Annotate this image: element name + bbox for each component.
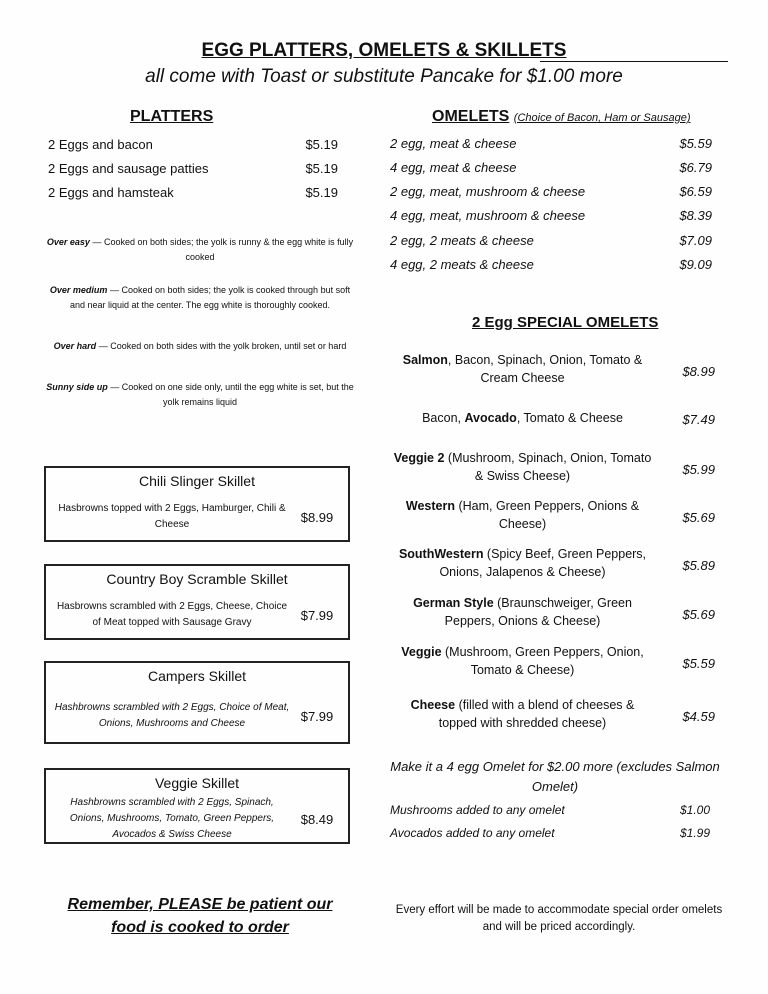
omelet-price: $7.09 — [679, 233, 712, 248]
skillet-price: $7.99 — [300, 607, 334, 623]
egg-style-term: Over medium — [49, 285, 108, 295]
title-underline — [540, 61, 728, 62]
addon-name: Mushrooms added to any omelet — [390, 803, 565, 817]
special-omelet-item: Bacon, Avocado, Tomato & Cheese $7.49 — [390, 408, 715, 427]
special-omelet-price: $8.99 — [682, 363, 715, 379]
special-omelet-item: Veggie 2 (Mushroom, Spinach, Onion, Tomato & Swiss Cheese) $5.99 — [393, 451, 715, 483]
special-omelet-item: German Style (Braunschweiger, Green Peppers, Onions & Cheese) $5.69 — [413, 596, 715, 628]
skillet-box — [44, 661, 350, 744]
special-omelet-price: $4.59 — [682, 708, 715, 724]
skillet-description: Hasbrowns scrambled with 2 Eggs, Cheese, Choice of Meat topped with Sausage Gravy — [56, 601, 288, 628]
omelet-item — [390, 233, 712, 248]
skillet-box — [44, 768, 350, 844]
skillet-price: $8.99 — [300, 509, 334, 525]
platters-heading: PLATTERS — [130, 108, 214, 125]
special-omelet-price: $5.59 — [682, 655, 715, 671]
platter-price: $5.19 — [305, 137, 338, 152]
omelet-item — [390, 160, 712, 175]
special-omelet-price: $5.89 — [682, 557, 715, 573]
egg-style-definition — [44, 235, 356, 265]
special-omelet-price: $7.49 — [682, 412, 715, 427]
platter-name: 2 Eggs and bacon — [48, 137, 153, 152]
egg-style-definition — [44, 339, 356, 354]
omelet-name: 4 egg, 2 meats & cheese — [390, 257, 534, 272]
omelet-item — [390, 208, 712, 223]
addon-item — [390, 826, 710, 840]
platter-name: 2 Eggs and hamsteak — [48, 185, 174, 200]
skillet-description: Hasbrowns topped with 2 Eggs, Hamburger, Chili & Cheese — [58, 503, 286, 530]
omelet-price: $9.09 — [679, 257, 712, 272]
egg-style-text: — Cooked on both sides with the yolk broken, until set or hard — [96, 341, 347, 351]
skillet-box — [44, 466, 350, 542]
skillet-name: Veggie Skillet — [154, 775, 240, 791]
special-omelet-price: $5.99 — [682, 461, 715, 477]
egg-style-definition — [44, 380, 356, 410]
special-omelet-item: SouthWestern (Spicy Beef, Green Peppers, Onions, Jalapenos & Cheese) $5.89 — [398, 547, 715, 579]
omelets-note: (Choice of Bacon, Ham or Sausage) — [513, 112, 691, 124]
special-omelets-heading: 2 Egg SPECIAL OMELETS — [472, 314, 659, 331]
skillet-description: Hashbrowns scrambled with 2 Eggs, Choice of Meat, Onions, Mushrooms and Cheese — [54, 702, 290, 729]
egg-style-text: — Cooked on both sides; the yolk is cooked through but soft and near liquid at the center. The egg white is thoroughly cooked. — [69, 285, 351, 310]
special-omelet-price: $5.69 — [682, 509, 715, 525]
omelet-name: 2 egg, meat & cheese — [390, 136, 517, 151]
platter-item — [48, 185, 338, 200]
omelets-heading: OMELETS (Choice of Bacon, Ham or Sausage) — [432, 108, 691, 125]
skillet-description: Hashbrowns scrambled with 2 Eggs, Spinach, Onions, Mushrooms, Tomato, Green Peppers, Avocados & Swiss Cheese — [69, 797, 275, 840]
four-egg-upgrade-note: Make it a 4 egg Omelet for $2.00 more (excludes Salmon Omelet) — [390, 759, 720, 794]
platter-item — [48, 137, 338, 152]
menu-subtitle: all come with Toast or substitute Pancake for $1.00 more — [145, 66, 623, 87]
addon-item — [390, 803, 710, 817]
special-order-note: Every effort will be made to accommodate special order omelets and will be priced accordingly. — [395, 904, 723, 933]
omelet-name: 4 egg, meat & cheese — [390, 160, 517, 175]
omelet-price: $5.59 — [679, 136, 712, 151]
skillet-box — [44, 564, 350, 640]
special-omelet-item: Cheese (filled with a blend of cheeses & topped with shredded cheese) $4.59 — [410, 698, 715, 730]
egg-style-text: — Cooked on one side only, until the egg white is set, but the yolk remains liquid — [107, 382, 354, 407]
omelet-name: 4 egg, meat, mushroom & cheese — [390, 208, 586, 223]
omelet-item — [390, 184, 712, 199]
special-omelet-price: $5.69 — [682, 606, 715, 622]
egg-style-definition — [44, 283, 356, 313]
omelet-item — [390, 257, 712, 272]
skillet-name: Country Boy Scramble Skillet — [106, 571, 288, 587]
special-omelet-item: Veggie (Mushroom, Green Peppers, Onion, Tomato & Cheese) $5.59 — [401, 645, 715, 677]
egg-style-term: Sunny side up — [46, 382, 108, 392]
platter-price: $5.19 — [305, 161, 338, 176]
menu-title: EGG PLATTERS, OMELETS & SKILLETS — [201, 40, 567, 61]
egg-style-term: Over easy — [46, 237, 90, 247]
omelet-name: 2 egg, 2 meats & cheese — [390, 233, 534, 248]
skillet-price: $7.99 — [300, 708, 334, 724]
addon-name: Avocados added to any omelet — [390, 826, 555, 840]
skillet-name: Campers Skillet — [147, 668, 247, 684]
omelet-price: $8.39 — [679, 208, 712, 223]
special-omelet-item: Western (Ham, Green Peppers, Onions & Cheese) $5.69 — [405, 499, 715, 531]
omelet-price: $6.59 — [679, 184, 712, 199]
skillet-name: Chili Slinger Skillet — [139, 473, 255, 489]
addon-price: $1.00 — [679, 803, 710, 817]
addon-price: $1.99 — [679, 826, 710, 840]
platter-price: $5.19 — [305, 185, 338, 200]
special-omelet-item: Salmon, Bacon, Spinach, Onion, Tomato & Cream Cheese $8.99 — [402, 353, 715, 385]
omelet-price: $6.79 — [679, 160, 712, 175]
patience-notice: Remember, PLEASE be patient our food is cooked to order — [67, 896, 333, 936]
egg-style-term: Over hard — [53, 341, 97, 351]
platter-item — [48, 161, 338, 176]
skillet-price: $8.49 — [300, 811, 334, 827]
egg-style-text: — Cooked on both sides; the yolk is runny & the egg white is fully cooked — [89, 237, 354, 262]
omelet-item — [390, 136, 712, 151]
omelet-name: 2 egg, meat, mushroom & cheese — [390, 184, 586, 199]
platter-name: 2 Eggs and sausage patties — [48, 161, 209, 176]
